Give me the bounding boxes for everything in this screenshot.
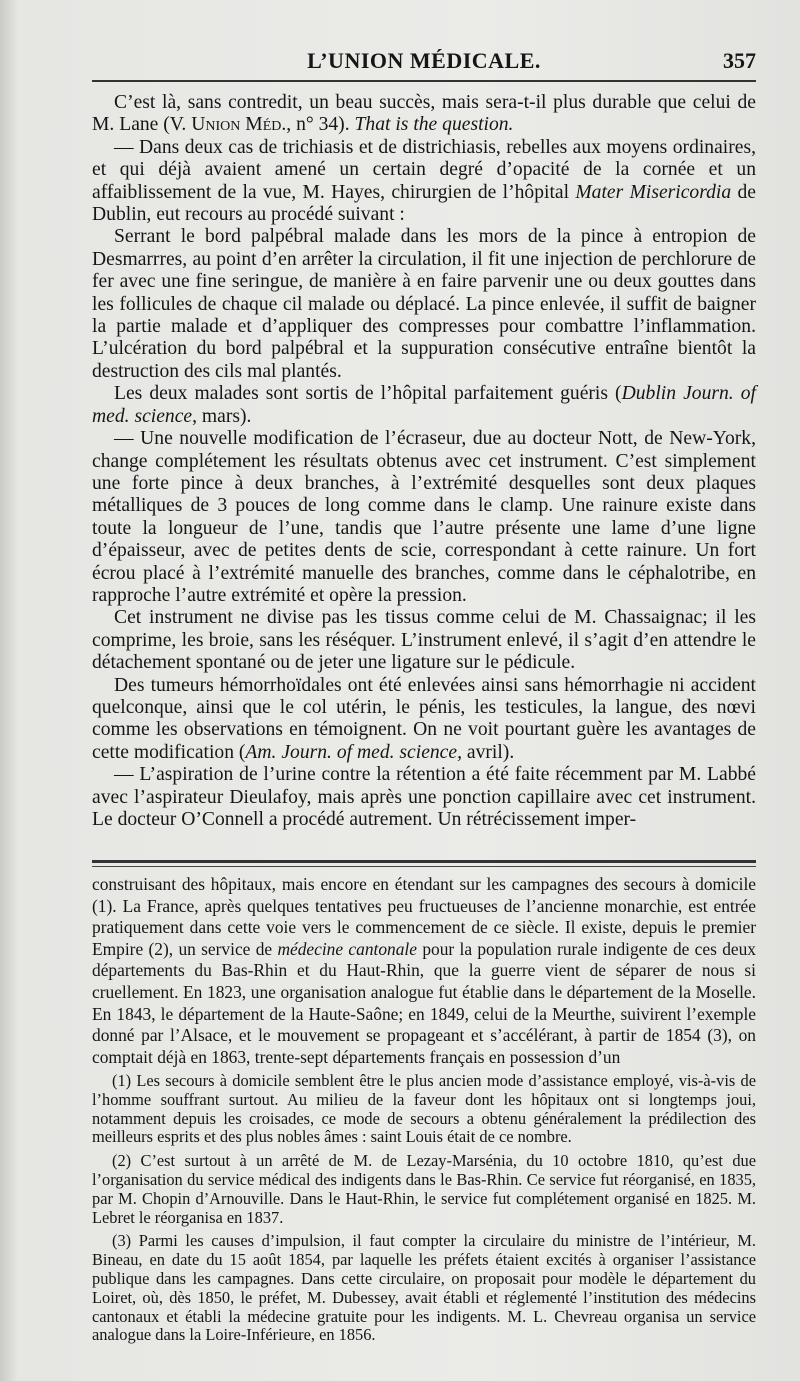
- footnote: (1) Les secours à domicile semblent être le plus ancien mode d’assistance employé, vis-à-vis de l’homme souffrant surtout. Au milieu de la faveur dont les hôpitaux ont si longtemps joui, notamment depuis les croisades, ce mode de secours a obtenu généralement la prédilection des meilleurs esprits et des plus nobles âmes : saint Louis était de ce nombre.: [92, 1071, 756, 1147]
- paragraph: — Une nouvelle modification de l’écraseur, due au docteur Nott, de New-York, change complétement les résultats obtenus avec cet instrument. C’est simplement une forte pince à deux branches, à l’extrémité desquelles sont deux plaques métalliques de 3 pouces de long comme dans le clamp. Une rainure existe dans toute la longueur de l’une, tandis que l’autre présente une lame d’une ligne d’épaisseur, avec de petites dents de scie, correspondant à cette rainure. Un fort écrou placé à l’extrémité manuelle des branches, comme dans le céphalotribe, en rapproche l’autre extrémité et opère la pression.: [92, 428, 756, 606]
- footnote: (3) Parmi les causes d’impulsion, il faut compter la circulaire du ministre de l’intérieur, M. Bineau, en date du 15 août 1854, par laquelle les préfets étaient excités à organiser l’assistance publique dans les campagnes. Dans cette circulaire, on proposait pour modèle le département du Loiret, où, dès 1850, le préfet, M. Dubessey, avait établi et réglementé l’institution des médecins cantonaux et établi la médecine gratuite pour les indigents. M. L. Chevreau organisa un service analogue dans la Loire-Inférieure, en 1856.: [92, 1231, 756, 1345]
- paragraph: [92, 92, 756, 137]
- text-run: construisant des hôpitaux, mais encore en étendant sur les campagnes des secours à domicile (1). La France, après quelques tentatives peu fructueuses de l’ancienne monarchie, est entrée pratiquement dans cette voie vers le commencement de ce siècle. Il existe, depuis le premier Empire (2), un service de: [92, 874, 756, 959]
- running-head: L’UNION MÉDICALE.: [307, 48, 541, 73]
- italic-term: médecine cantonale: [277, 938, 417, 959]
- citation: Am. Journ. of med. science,: [245, 741, 462, 763]
- text-run: pour la population rurale indigente de ces deux départements du Bas-Rhin et du Haut-Rhin, que la guerre vient de séparer de nous si cruellement. En 1823, une organisation analogue fut établie dans le département de la Moselle. En 1843, le département de la Haute-Saône; en 1849, celui de la Meurthe, suivirent l’exemple donné par l’Alsace, et le mouvement se propageant et s’accélérant, à partir de 1854 (3), on comptait déjà en 1863, trente-sept départements français en possession d’un: [92, 938, 757, 1067]
- footnote-rule: [92, 860, 756, 863]
- page-number: 357: [723, 48, 756, 73]
- text-run: Les deux malades sont sortis de l’hôpital parfaitement guéris (: [114, 383, 622, 405]
- citation: Dublin Journ. of med. science: [92, 383, 757, 427]
- paragraph: [92, 383, 756, 428]
- text-run: , n° 34).: [286, 114, 355, 136]
- main-text: [92, 92, 756, 831]
- paragraph: — L’aspiration de l’urine contre la rétention a été faite récemment par M. Labbé avec l’aspirateur Dieulafoy, mais après une ponction capillaire avec cet instrument. Le docteur O’Connell a procédé autrement. Un rétrécissement imper-: [92, 764, 756, 830]
- paragraph: Cet instrument ne divise pas les tissus comme celui de M. Chassaignac; il les comprime, les broie, sans les réséquer. L’instrument enlevé, il s’agit d’en attendre le détachement spontané ou de jeter une ligature sur le pédicule.: [92, 607, 756, 674]
- italic-quote: That is the question.: [354, 114, 514, 136]
- footnote: (2) C’est surtout à un arrêté de M. de Lezay-Marsénia, du 10 octobre 1810, qu’est due l’organisation du service médical des indigents dans le Bas-Rhin. Ce service fut réorganisé, en 1835, par M. Chopin d’Arnouville. Dans le Haut-Rhin, le service fut complétement organisé en 1825. M. Lebret le réorganisa en 1837.: [92, 1151, 756, 1227]
- footnote-rule-thin: [92, 866, 756, 867]
- hospital-name: Mater Misericordia: [575, 181, 732, 203]
- text-run: , mars).: [192, 405, 252, 427]
- paragraph: [92, 874, 756, 1068]
- feuilleton-text: [92, 874, 756, 1068]
- paragraph: [92, 675, 756, 765]
- paragraph: [92, 137, 756, 227]
- text-run: C’est là, sans contredit, un beau succès, mais sera-t-il plus durable que celui de M. Lane (V.: [92, 92, 756, 136]
- text-run: de Dublin, eut recours au procédé suivant :: [92, 181, 756, 226]
- text-run: avril).: [461, 741, 515, 763]
- text-run: — Dans deux cas de trichiasis et de districhiasis, rebelles aux moyens ordinaires, et qui déjà avaient amené un certain degré d’opacité de la cornée et un affaiblissement de la vue, M. Hayes, chirurgien de l’hôpital: [92, 136, 756, 203]
- footnotes: [92, 1072, 756, 1350]
- paragraph: Serrant le bord palpébral malade dans les mors de la pince à entropion de Desmarrres, au point d’en arrêter la circulation, il fit une injection de perchlorure de fer avec une fine seringue, de manière à en faire parvenir une ou deux gouttes dans les follicules de chaque cil malade ou déplacé. La pince enlevée, il suffit de baigner la partie malade et d’appliquer des compresses pour combattre l’inflammation. L’ulcération du bord palpébral et la suppuration consécutive entraîne bientôt la destruction des cils mal plantés.: [92, 226, 756, 382]
- page-header: [92, 44, 756, 78]
- header-rule: [92, 80, 756, 82]
- text-run: Des tumeurs hémorrhoïdales ont été enlevées ainsi sans hémorrhagie ni accident quelconque, ainsi que le col utérin, le pénis, les testicules, la langue, des nœvi comme les observations en témoignent. On ne voit pourtant guère les avantages de cette modification (: [92, 674, 756, 763]
- journal-name: Union Méd.: [191, 114, 287, 136]
